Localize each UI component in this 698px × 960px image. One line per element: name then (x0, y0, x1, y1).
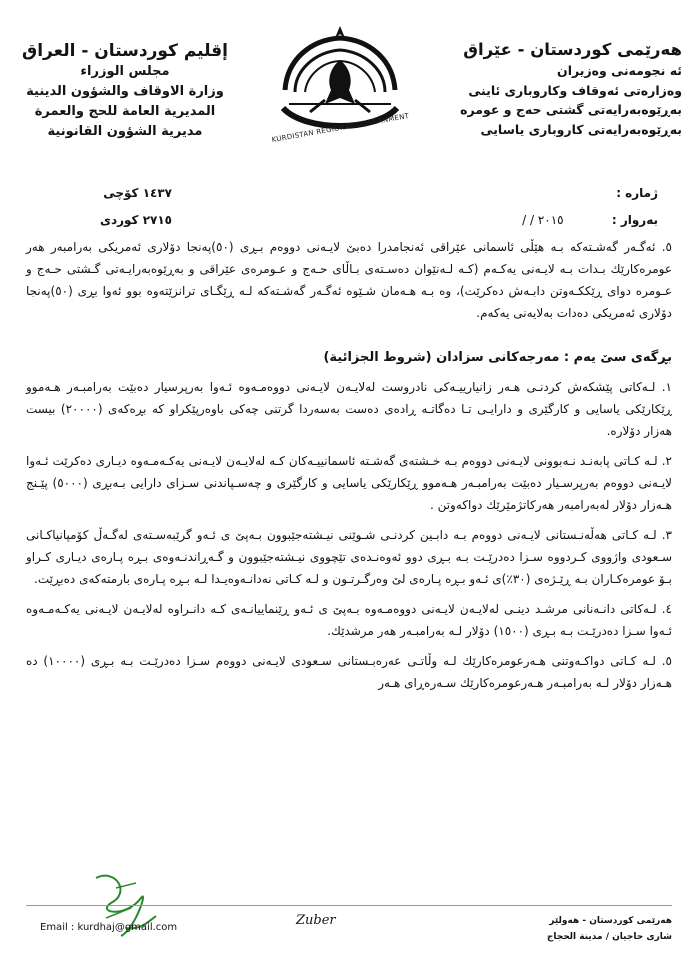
reference-block (398, 180, 658, 234)
paragraph-penalty-1: ١. لـەكاتی پێشكەش كردنـی هـەر زانیارییـەكی نادروست لەلایـەن لایـەنی دووەمـەوە ئـەوا بەرپرسیار دەبێت بەرامبـەر هـەموو ڕێكارێكی یاسایی و كارگێری و دارایـی تـا دەگاتـە ڕادەی دەست بەسەردا گرتنی چەكی باوەرپێكراو كە بڕەكەی (٢٠٠٠٠) بیست هەزار دۆلارە. (26, 380, 672, 438)
footer-address (472, 913, 672, 945)
arabic-header-ministry: وزارة الاوقاف والشؤون الدينية (26, 84, 224, 99)
footer-address-line1: هەرێمی كوردستان - هەولێر (549, 916, 672, 926)
kurdish-header-region: هەرێمی کوردستان - عێراق (463, 40, 682, 59)
kurdish-year: ٢٧١٥ كوردى (99, 213, 172, 227)
section-title-penalties: بڕگەی سێ یەم : مەرجەكانی سزادان (شروط الجزائية) (323, 350, 672, 365)
date-label: بەروار : (611, 213, 658, 227)
date-block (52, 180, 172, 234)
handwritten-initials-icon (86, 858, 166, 948)
kurdish-header-directorate: بەڕێوەبەرایەتی گشتی حەج و عومرە (460, 102, 682, 117)
number-value (398, 180, 594, 207)
document-body (26, 236, 672, 702)
kurdish-header-ministry: وەزارەتی ئەوقاف وکاروباری ئاینی (468, 82, 682, 98)
kurdish-header-department: بەڕێوەبەرایەتی کاروباری یاسایی (480, 121, 682, 137)
number-label: ژمارە : (616, 186, 658, 200)
footer-email: Email : kurdhaj@gmail.com (40, 922, 178, 933)
hijri-year: ١٤٣٧ كۆچى (103, 186, 172, 200)
footer-signature: Zuber (296, 913, 336, 928)
paragraph-penalty-4: ٤. لـەكاتی دانـەنانی مرشـد دینـی لەلایـەن لایـەنی دووەمـەوە بـەپێ ی ئـەو ڕێنماییانـەی كـە دانـراوە لەلایـەن لایـەنی یەكـەمـەوە ئـەوا سـزا دەدرێـت بـە بـڕی (١٥٠٠) دۆلار لـە بەرامبـەر هەر مرشدێك. (26, 602, 672, 638)
paragraph-penalty-5: ٥. لـە كـاتی دواكـەوتنی هـەرعومرەكارێك لـە وڵاتـی عەرەبـستانی سـعودی لایـەنی دووەم سـزا دەدرێـت بـە بـڕی (١٠٠٠٠) دە هـەزار دۆلار لـە بەرامبـەر هـەرعومرەكارێك سـەرەڕای هـەر (26, 654, 672, 690)
arabic-header-directorate: المديرية العامة للحج والعمرة (34, 104, 216, 119)
number-row (398, 180, 658, 207)
paragraph-penalty-3: ٣. لـە كـاتی هەڵەنـستانی لایـەنی دووەم بـە دابـین كردنـی شـوێنی نیـشتەجێبوون بـەپێ ی ئـەو گرێبەسـتەی لەگـەڵ كۆمپانیاكـانی سـعودی واژووی كـردووە سـزا دەدرێـت بـە بـڕی دوو ئەوەنـدەی تێچووی نیـشتەجێبوون و گـەڕاندنـەوەی بـڕە پـارەی دیـاری كـراو بـۆ عومرەكـاران بـە ڕێـژەی (٣٠٪)ی ئـەو بـڕە پـارەی لێ وەرگـرتـون و لـە كـاتی نەدانـەوەیـدا لـە بـڕە پـارەی بارمتەكەی دەبڕێت. (26, 528, 672, 586)
date-value: / / ٢٠١٥ (522, 213, 564, 227)
kurdish-header-council: ئە نجومەنی وەزیران (557, 63, 682, 78)
footer-address-line2: شاری حاجیان / مدینة الحجاج (546, 932, 672, 942)
date-row (398, 207, 658, 234)
footer-divider (26, 905, 672, 906)
arabic-header (10, 40, 240, 142)
paragraph-clause-5-transport: ٥. ئەگـەر گەشـتەكە بـە هێڵی ئاسمانی عێراقی ئەنجامدرا دەبێ لایـەنی دووەم بـڕی (٥٠)پەنجا دۆلاری ئەمریکی بەرامبەر هەر عومرەکارێك بـدات بـە لایـەنی یەكـەم (كـە لـەنێوان دەسـتەی بـاڵای حـەج و عـومرەی عێراقی و بەڕێوەبەرایـەتی گـشتی حـەج و عـومرە دوای ڕێککـەوتن دابـەش دەکرێت)، وە بـە هـەمان شـێوە ئەگـەر گەشـتەکە لـە ڕێگـای ترانزێتەوە بوو ئەوا بڕی (٥٠)پەنجا دۆلاری ئەمریکی دەدات بەلایەنی یەکەم. (26, 240, 672, 320)
paragraph-penalty-2: ٢. لـە كـاتی پابەنـد نـەبوونی لایـەنی دووەم بـە خـشتەی گەشـتە ئاسمانییـەكان كـە لەلایـەن لایـەنی یەكـەمـەوە دیـاری دەكرێت ئـەوا لایـەنی دووەم بەرپرسـیار دەبێت بەرامبـەر هـەموو ڕێكارێكی یاسایی و كارگێری و چەسـپاندنی سـزای دارایی بـەبڕی (٥٠٠٠) پێـنج هـەزار دۆلار لەبەرامبەر هەرکاتژمێرێك دواكەوتن . (26, 454, 672, 512)
arabic-header-region: إقليم كوردستان - العراق (22, 41, 228, 61)
kurdish-header (432, 38, 682, 139)
arabic-header-council: مجلس الوزراء (80, 64, 170, 79)
emblem-caption: KURDISTAN REGIONAL GOVERNMENT (271, 111, 410, 145)
arabic-header-department: مديرية الشؤون القانونية (47, 124, 203, 139)
